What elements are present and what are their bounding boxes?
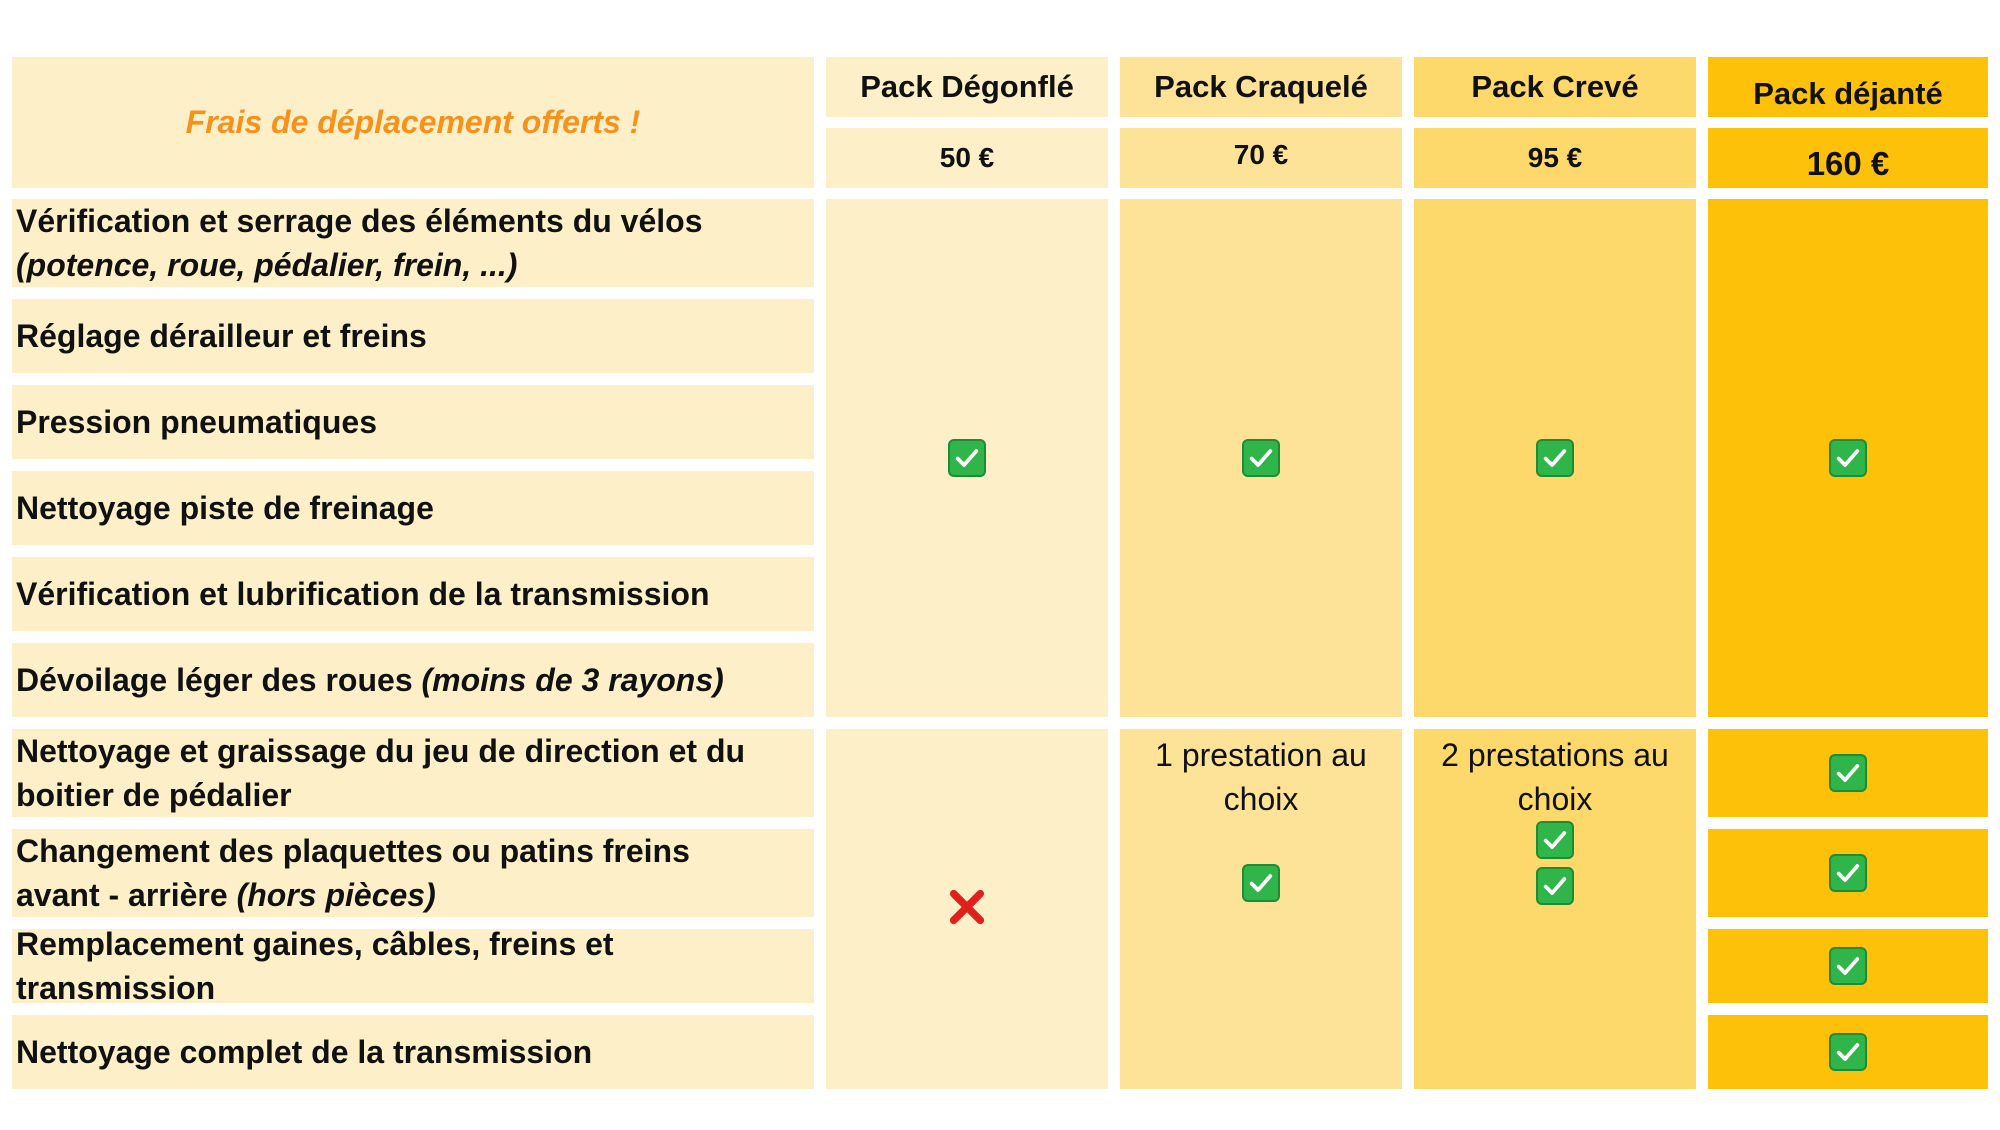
dejante-jeu-direction-cell [1708, 729, 1988, 817]
row-label-italic: (hors pièces) [236, 877, 436, 913]
choice-line-1: 1 prestation au [1155, 737, 1367, 773]
row-label-plaquettes [12, 829, 814, 917]
row-label-gaines-cables [12, 926, 814, 1006]
check-mark-button-icon [1829, 947, 1867, 985]
row-label-pression [12, 385, 814, 459]
row-label-text-2: boitier de pédalier [16, 777, 292, 813]
row-label-reglage [12, 299, 814, 373]
choice-line-1: 2 prestations au [1441, 737, 1669, 773]
check-mark-button-icon [1242, 439, 1280, 477]
row-label-text: Nettoyage complet de la transmission [16, 1034, 593, 1070]
row-label-text: Nettoyage piste de freinage [16, 490, 434, 526]
check-mark-button-icon [1536, 821, 1574, 859]
craquele-basic-cell [1120, 199, 1402, 717]
pack-price-creve: 95 € [1414, 128, 1696, 188]
check-mark-button-icon [1536, 867, 1574, 905]
row-label-text: Réglage dérailleur et freins [16, 318, 427, 354]
pack-name-craquele: Pack Craquelé [1120, 57, 1402, 117]
pack-price-degonfle: 50 € [826, 128, 1108, 188]
row-label-text-2 [16, 873, 814, 917]
row-label-text: Pression pneumatiques [16, 404, 377, 440]
dejante-nettoyage-complet-cell [1708, 1015, 1988, 1089]
row-label-text: Vérification et lubrification de la transmission [16, 576, 710, 612]
degonfle-basic-cell [826, 199, 1108, 717]
dejante-basic-cell [1708, 199, 1988, 717]
check-mark-button-icon [1829, 754, 1867, 792]
row-label-italic: (potence, roue, pédalier, frein, ...) [16, 247, 518, 283]
promo-text: Frais de déplacement offerts ! [185, 104, 641, 140]
row-label-verification-serrage [12, 199, 814, 287]
choice-line-2: choix [1517, 781, 1593, 817]
degonfle-extra-cell [826, 729, 1108, 1089]
row-label-lubrification [12, 557, 814, 631]
check-mark-button-icon [1829, 854, 1867, 892]
row-label-main: avant - arrière [16, 877, 237, 913]
cross-mark-icon [947, 887, 987, 932]
dejante-plaquettes-cell [1708, 829, 1988, 917]
check-mark-button-icon [1536, 439, 1574, 477]
row-label-text: Vérification et serrage des éléments du vélos [16, 203, 703, 239]
pack-name-degonfle: Pack Dégonflé [826, 57, 1108, 117]
row-label-text: Changement des plaquettes ou patins freins [16, 833, 690, 869]
check-mark-button-icon [1242, 864, 1280, 902]
row-label-text: Remplacement gaines, câbles, freins et transmission [16, 926, 614, 1006]
creve-choice-text [1414, 733, 1696, 821]
row-label-main: Dévoilage léger des roues [16, 662, 422, 698]
creve-basic-cell [1414, 199, 1696, 717]
check-mark-button-icon [1829, 1033, 1867, 1071]
row-label-text: Nettoyage et graissage du jeu de direction et du [16, 733, 746, 769]
check-mark-button-icon [1829, 439, 1867, 477]
pack-price-dejante: 160 € [1708, 128, 1988, 188]
craquele-choice-text [1120, 733, 1402, 821]
pack-name-creve: Pack Crevé [1414, 57, 1696, 117]
promo-cell [12, 57, 814, 188]
row-label-jeu-direction [12, 729, 814, 817]
row-label-italic: (moins de 3 rayons) [421, 662, 724, 698]
row-label-nettoyage-complet [12, 1015, 814, 1089]
choice-line-2: choix [1223, 781, 1299, 817]
pack-name-dejante: Pack déjanté [1708, 57, 1988, 117]
row-label-devoilage [12, 643, 814, 717]
pack-price-craquele: 70 € [1120, 128, 1402, 188]
creve-extra-cell [1414, 729, 1696, 1089]
dejante-gaines-cell [1708, 929, 1988, 1003]
check-mark-button-icon [948, 439, 986, 477]
row-label-nettoyage-piste [12, 471, 814, 545]
row-label-text [16, 658, 814, 702]
craquele-extra-cell [1120, 729, 1402, 1089]
